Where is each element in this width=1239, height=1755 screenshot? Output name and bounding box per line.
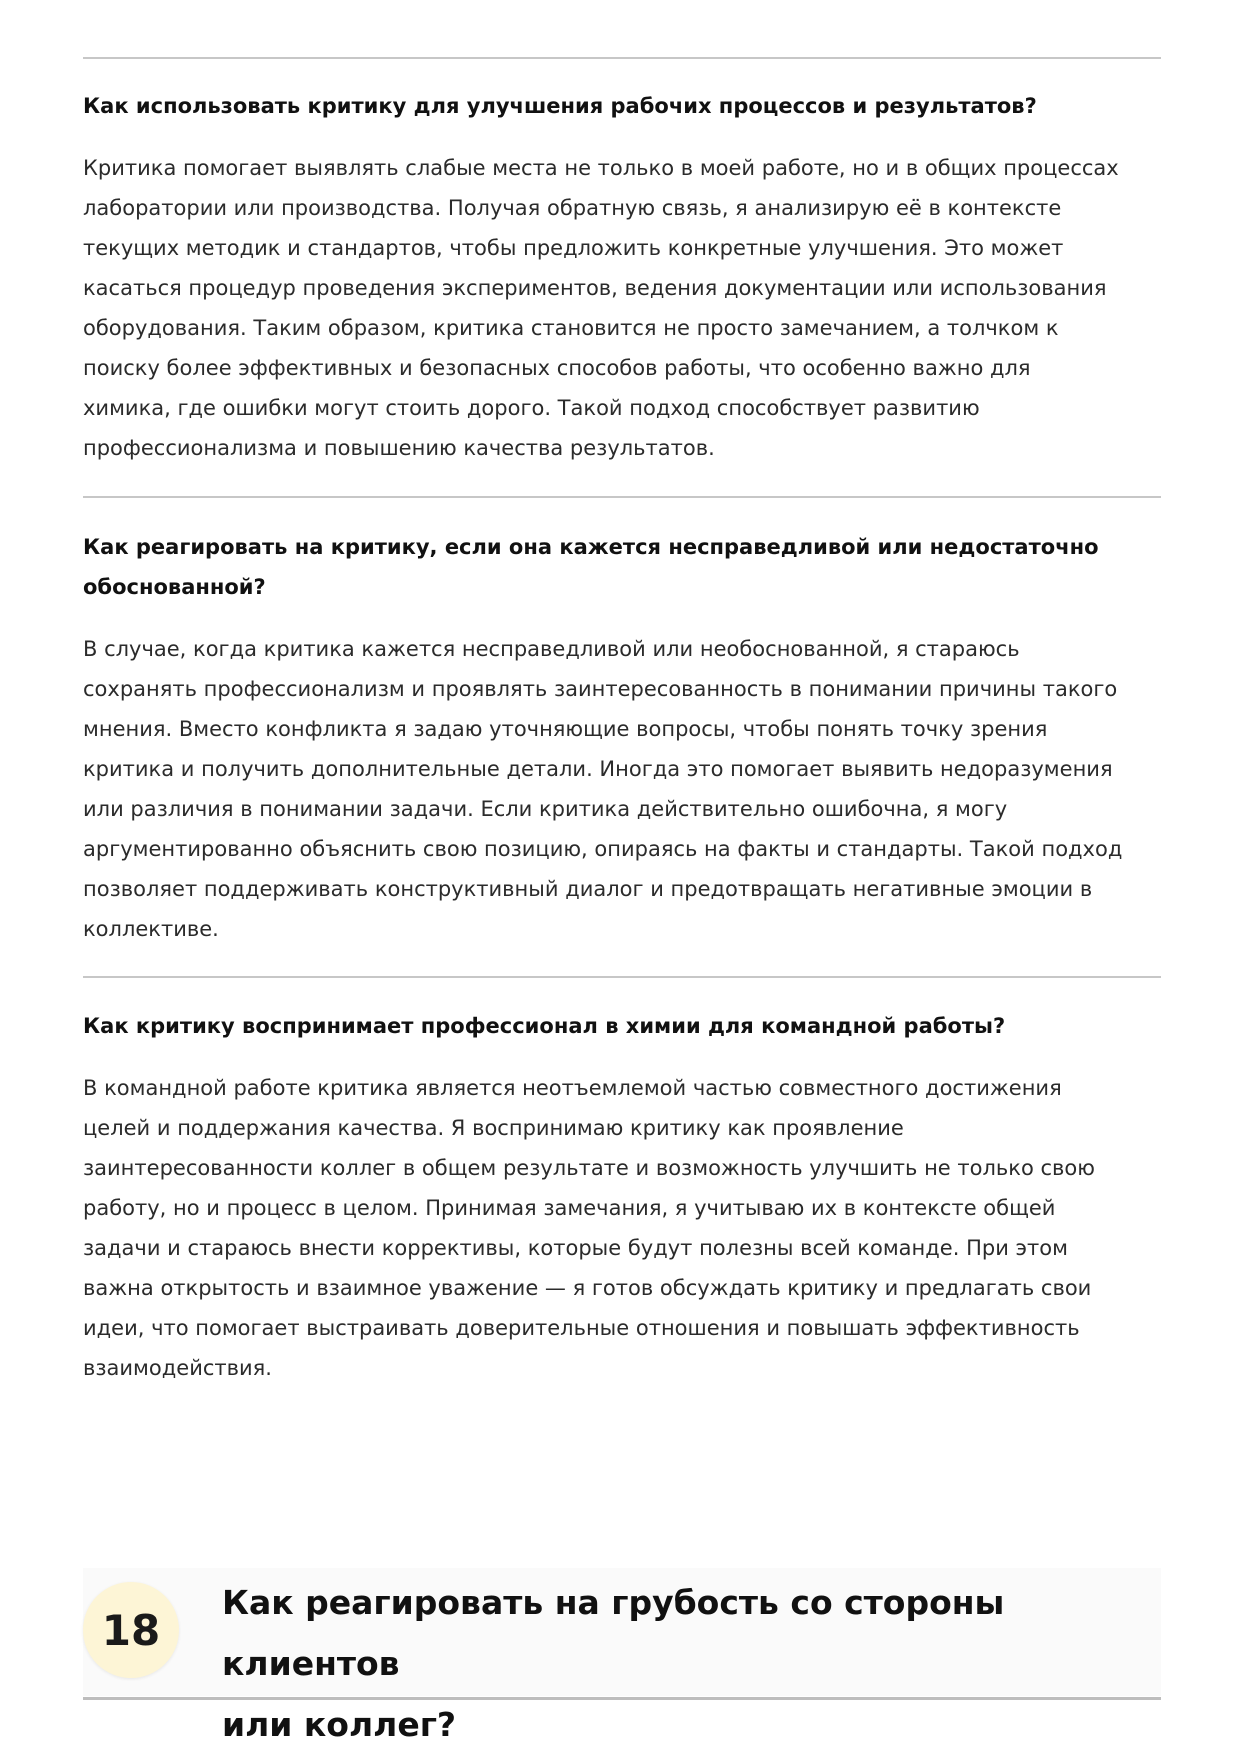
answer-line: оборудования. Таким образом, критика становится не просто замечанием, а толчком к: [83, 316, 1059, 340]
section-title: [222, 1572, 1162, 1755]
divider: [83, 57, 1161, 59]
answer-line: Критика помогает выявлять слабые места не только в моей работе, но и в общих процессах: [83, 156, 1119, 180]
answer-line: текущих методик и стандартов, чтобы предложить конкретные улучшения. Это может: [83, 236, 1064, 260]
divider: [83, 496, 1161, 498]
question-heading: [83, 1006, 1161, 1046]
answer-line: коллективе.: [83, 917, 219, 941]
question-heading: [83, 86, 1161, 126]
divider: [83, 976, 1161, 978]
answer-line: позволяет поддерживать конструктивный диалог и предотвращать негативные эмоции в: [83, 877, 1093, 901]
answer-line: сохранять профессионализм и проявлять заинтересованность в понимании причины такого: [83, 677, 1118, 701]
answer-line: задачи и стараюсь внести коррективы, которые будут полезны всей команде. При этом: [83, 1236, 1068, 1260]
answer-line: химика, где ошибки могут стоить дорого. Такой подход способствует развитию: [83, 396, 980, 420]
answer-line: аргументированно объяснить свою позицию, опираясь на факты и стандарты. Такой подход: [83, 837, 1123, 861]
answer-paragraph: [83, 1068, 1161, 1388]
qa-block: [83, 1006, 1161, 1388]
section-title-line: или коллег?: [222, 1705, 457, 1744]
question-text: Как реагировать на критику, если она кажется несправедливой или недостаточно: [83, 535, 1099, 559]
question-heading: [83, 527, 1161, 607]
answer-line: работу, но и процесс в целом. Принимая замечания, я учитываю их в контексте общей: [83, 1196, 1056, 1220]
answer-line: взаимодействия.: [83, 1356, 272, 1380]
answer-line: касаться процедур проведения экспериментов, ведения документации или использования: [83, 276, 1107, 300]
answer-line: профессионализма и повышению качества результатов.: [83, 436, 715, 460]
qa-block: [83, 527, 1161, 949]
section-title-line: Как реагировать на грубость со стороны клиентов: [222, 1583, 1005, 1683]
answer-line: целей и поддержания качества. Я воспринимаю критику как проявление: [83, 1116, 904, 1140]
section-number: 18: [101, 1605, 161, 1655]
answer-line: или различия в понимании задачи. Если критика действительно ошибочна, я могу: [83, 797, 1008, 821]
question-text: Как использовать критику для улучшения рабочих процессов и результатов?: [83, 94, 1037, 118]
answer-line: важна открытость и взаимное уважение — я готов обсуждать критику и предлагать свои: [83, 1276, 1092, 1300]
section-number-badge: [83, 1582, 179, 1678]
answer-line: В случае, когда критика кажется несправедливой или необоснованной, я стараюсь: [83, 637, 1020, 661]
answer-line: мнения. Вместо конфликта я задаю уточняющие вопросы, чтобы понять точку зрения: [83, 717, 1048, 741]
question-text: обоснованной?: [83, 575, 266, 599]
answer-paragraph: [83, 148, 1161, 468]
answer-line: поиску более эффективных и безопасных способов работы, что особенно важно для: [83, 356, 1031, 380]
answer-paragraph: [83, 629, 1161, 949]
question-text: Как критику воспринимает профессионал в химии для командной работы?: [83, 1014, 1006, 1038]
section-divider: [83, 1697, 1161, 1700]
answer-line: В командной работе критика является неотъемлемой частью совместного достижения: [83, 1076, 1062, 1100]
answer-line: критика и получить дополнительные детали. Иногда это помогает выявить недоразумения: [83, 757, 1113, 781]
answer-line: идеи, что помогает выстраивать доверительные отношения и повышать эффективность: [83, 1316, 1080, 1340]
qa-block: [83, 86, 1161, 468]
answer-line: лаборатории или производства. Получая обратную связь, я анализирую её в контексте: [83, 196, 1062, 220]
section-header: [83, 1568, 1161, 1744]
answer-line: заинтересованности коллег в общем результате и возможность улучшить не только свою: [83, 1156, 1095, 1180]
